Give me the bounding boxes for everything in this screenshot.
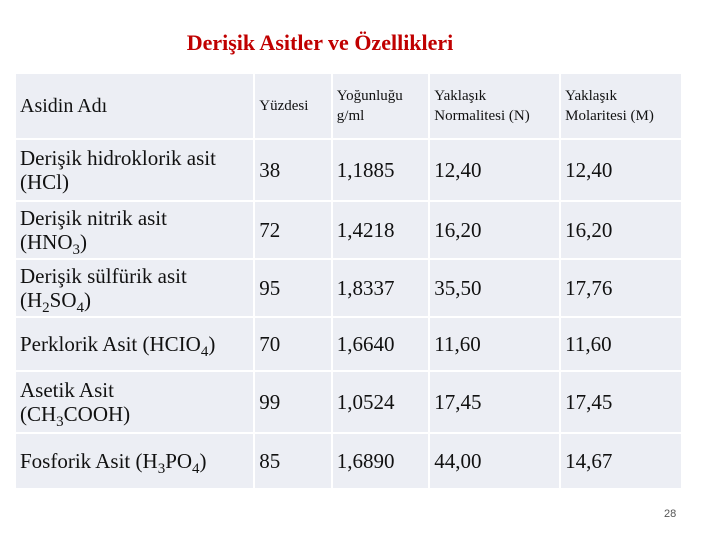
header-normality-line2: Normalitesi (N) [434,108,530,124]
slide-title: Derişik Asitler ve Özellikleri [186,30,454,55]
percent-cell: 38 [255,140,331,200]
density-cell: 1,6890 [333,434,429,488]
normality-cell: 11,60 [430,318,559,370]
header-density-line1: Yoğunluğu [336,88,403,104]
normality-cell: 12,40 [430,140,559,200]
header-density [333,74,429,138]
table-row [16,202,681,258]
molarity-cell: 17,76 [561,260,681,316]
percent-cell: 85 [255,434,331,488]
header-normality-line1: Yaklaşık [434,88,487,104]
table-row [16,434,681,488]
acid-name-cell [16,260,253,316]
table-row [16,372,681,432]
density-cell: 1,1885 [333,140,429,200]
table-header-row [16,74,681,138]
header-normality [430,74,559,138]
table-row [16,260,681,316]
acid-name-cell [16,318,253,370]
table-row [16,140,681,200]
normality-cell: 35,50 [430,260,559,316]
header-density-line2: g/ml [336,108,365,124]
acid-formula: $(HNO_3)$ [20,230,87,259]
header-acid-name: Asidin Adı [16,74,253,138]
molarity-cell: 11,60 [561,318,681,370]
normality-cell: 44,00 [430,434,559,488]
acid-name: Derişik sülfürik asit [20,264,187,288]
molarity-cell: 12,40 [561,140,681,200]
density-cell: 1,0524 [333,372,429,432]
acid-name: Derişik hidroklorik asit [20,146,216,170]
density-cell: 1,8337 [333,260,429,316]
acid-formula: (HCl) [20,170,69,194]
percent-cell: 72 [255,202,331,258]
acid-properties-table [14,72,683,490]
header-molarity-line2: Molaritesi (M) [565,108,654,124]
header-molarity [561,74,681,138]
molarity-cell: 17,45 [561,372,681,432]
acid-name: Perklorik Asit $(HCIO_4)$ [20,332,216,361]
percent-cell: 70 [255,318,331,370]
acid-name: Asetik Asit [20,378,114,402]
molarity-cell: 14,67 [561,434,681,488]
molarity-cell: 16,20 [561,202,681,258]
normality-cell: 16,20 [430,202,559,258]
acid-name-cell [16,372,253,432]
page-number: 28 [664,508,677,520]
acid-name: Derişik nitrik asit [20,206,167,230]
percent-cell: 99 [255,372,331,432]
density-cell: 1,6640 [333,318,429,370]
acid-formula: $(H_2SO_4)$ [20,288,92,317]
normality-cell: 17,45 [430,372,559,432]
percent-cell: 95 [255,260,331,316]
acid-formula: $(CH_3COOH)$ [20,402,131,431]
header-percent: Yüzdesi [255,74,331,138]
table-row [16,318,681,370]
density-cell: 1,4218 [333,202,429,258]
acid-name-cell [16,434,253,488]
acid-name: Fosforik Asit $(H_3PO_4)$ [20,449,207,478]
header-molarity-line1: Yaklaşık [565,88,617,104]
acid-name-cell [16,140,253,200]
acid-name-cell [16,202,253,258]
